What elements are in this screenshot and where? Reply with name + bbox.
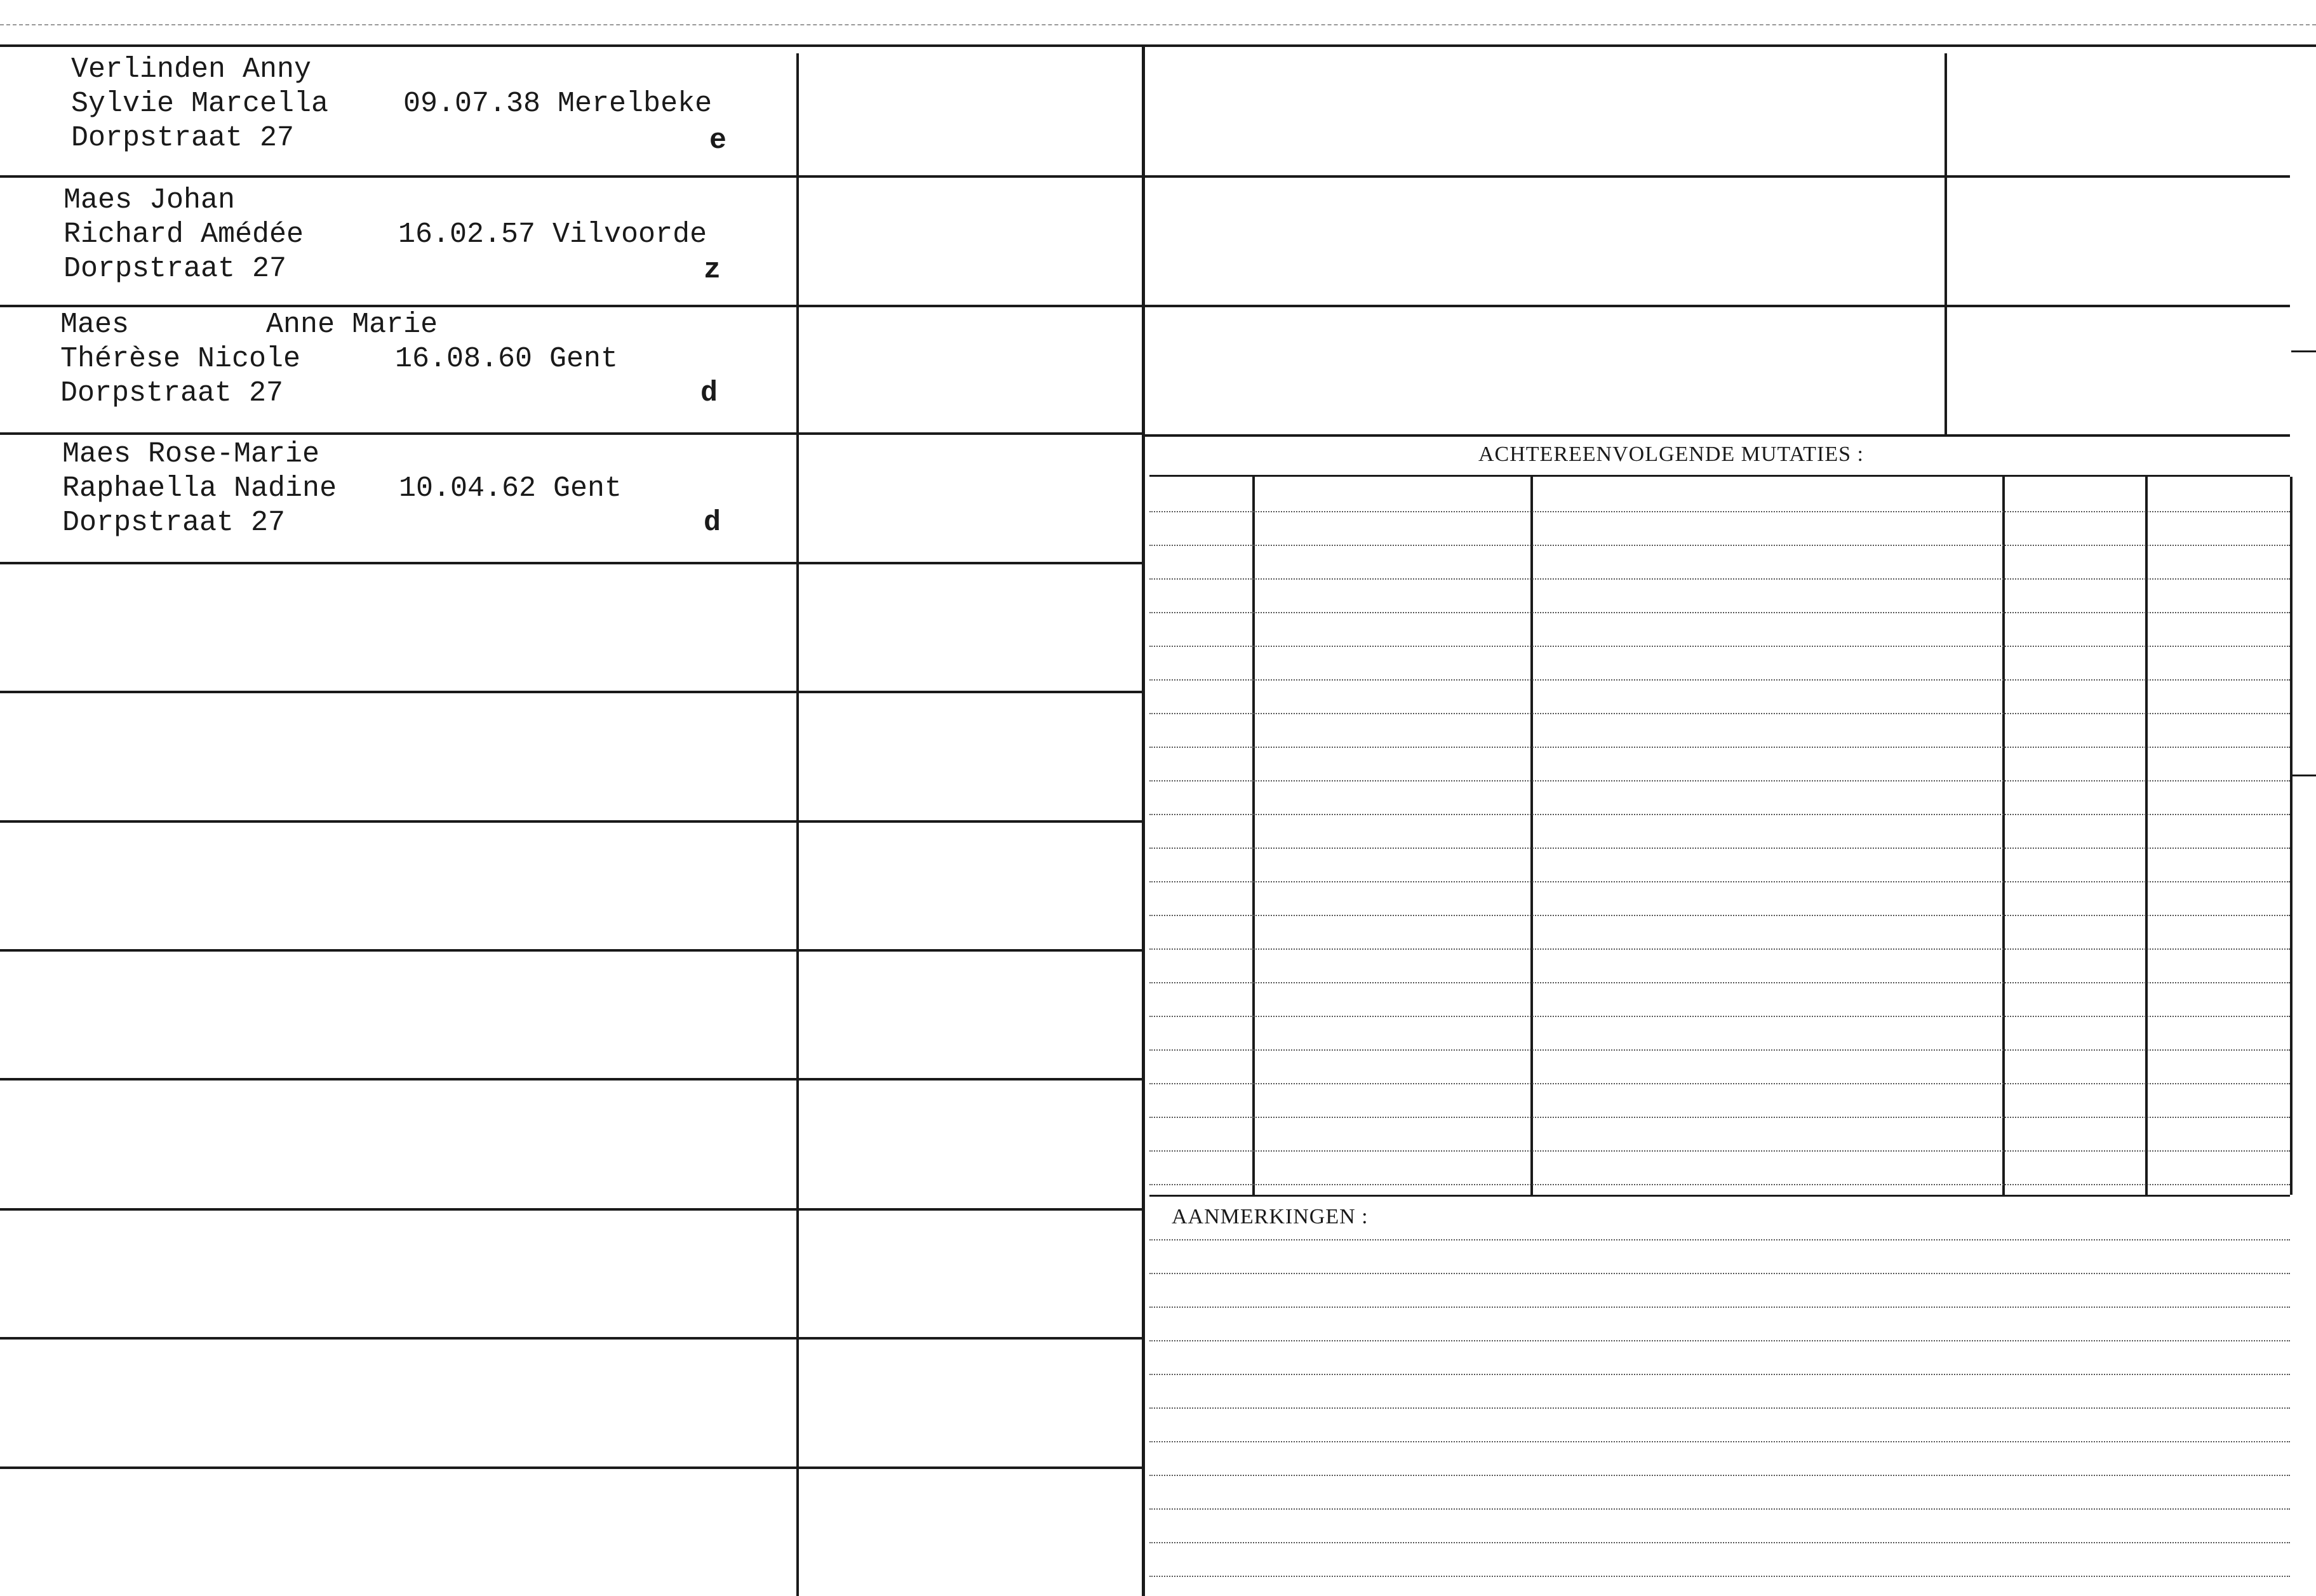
mutations-row-line <box>1149 713 2290 714</box>
mutations-column-rule <box>2290 477 2293 1195</box>
remarks-line <box>1149 1508 2290 1510</box>
remarks-line <box>1149 1407 2290 1409</box>
remarks-line <box>1149 1576 2290 1577</box>
person-address: Dorpstraat 27 <box>71 122 295 154</box>
person-address: Dorpstraat 27 <box>64 253 287 285</box>
upper-right-rule <box>1145 305 2290 307</box>
mutations-title: ACHTEREENVOLGENDE MUTATIES : <box>1478 442 1864 466</box>
remarks-line <box>1149 1307 2290 1308</box>
remarks-line <box>1149 1475 2290 1476</box>
row-rule <box>0 432 1142 435</box>
mutations-top-rule <box>1149 475 2290 477</box>
mutations-row-line <box>1149 881 2290 882</box>
row-rule <box>0 562 1142 564</box>
person-entry <box>0 53 796 175</box>
person-given-names: Raphaella Nadine <box>62 472 337 505</box>
mutations-row-line <box>1149 1083 2290 1084</box>
mutations-row-line <box>1149 848 2290 849</box>
person-birth: 09.07.38 Merelbeke <box>403 88 713 120</box>
row-rule <box>0 175 1142 178</box>
person-given-names: Sylvie Marcella <box>71 88 329 120</box>
row-rule <box>0 1208 1142 1211</box>
person-birth: 16.08.60 Gent <box>395 343 619 375</box>
mutations-row-line <box>1149 612 2290 613</box>
remarks-line <box>1149 1340 2290 1341</box>
row-rule <box>0 1337 1142 1340</box>
mutations-bottom-rule <box>1149 1195 2290 1197</box>
person-code: e <box>709 124 727 157</box>
mutations-row-line <box>1149 578 2290 580</box>
mutations-row-line <box>1149 545 2290 546</box>
person-name: Maes Anne Marie <box>60 309 438 341</box>
remarks-line <box>1149 1273 2290 1274</box>
mutations-row-line <box>1149 915 2290 916</box>
mutations-column-rule <box>1252 477 1255 1195</box>
upper-right-divider <box>1945 53 1947 434</box>
person-address: Dorpstraat 27 <box>60 377 284 409</box>
mutations-column-rule <box>2145 477 2148 1195</box>
remarks-title: AANMERKINGEN : <box>1172 1205 1369 1228</box>
person-name: Maes Rose-Marie <box>62 438 320 470</box>
torn-top-edge <box>0 24 2316 25</box>
person-entry <box>0 438 796 562</box>
mutations-row-line <box>1149 1049 2290 1051</box>
mutations-row-line <box>1149 814 2290 815</box>
mutations-row-line <box>1149 948 2290 950</box>
remarks-line <box>1149 1542 2290 1543</box>
edge-tick <box>2291 775 2316 776</box>
person-address: Dorpstraat 27 <box>62 507 286 539</box>
row-rule <box>0 1078 1142 1081</box>
mutations-row-line <box>1149 1184 2290 1185</box>
mutations-row-line <box>1149 1016 2290 1017</box>
row-rule <box>0 1466 1142 1469</box>
mutations-column-rule <box>2002 477 2005 1195</box>
left-column-divider <box>796 53 799 1596</box>
person-given-names: Richard Amédée <box>64 218 304 251</box>
remarks-line <box>1149 1441 2290 1442</box>
mutations-row-line <box>1149 511 2290 512</box>
mutations-row-line <box>1149 982 2290 983</box>
person-birth: 16.02.57 Vilvoorde <box>398 218 707 251</box>
person-entry <box>0 309 796 432</box>
person-code: d <box>704 507 721 539</box>
person-name: Maes Johan <box>64 184 236 216</box>
top-rule <box>0 44 2316 47</box>
row-rule <box>0 305 1142 307</box>
person-code: z <box>704 254 721 286</box>
mutations-column-rule <box>1530 477 1533 1195</box>
person-given-names: Thérèse Nicole <box>60 343 301 375</box>
mutations-row-line <box>1149 646 2290 647</box>
mutations-row-line <box>1149 679 2290 681</box>
edge-tick <box>2291 350 2316 352</box>
person-name: Verlinden Anny <box>71 53 312 86</box>
mutations-row-line <box>1149 1117 2290 1118</box>
row-rule <box>0 820 1142 823</box>
remarks-line <box>1149 1239 2290 1240</box>
upper-right-rule <box>1145 175 2290 178</box>
row-rule <box>0 949 1142 952</box>
row-rule <box>0 691 1142 693</box>
remarks-line <box>1149 1374 2290 1375</box>
mutations-row-line <box>1149 1150 2290 1152</box>
mutations-row-line <box>1149 780 2290 781</box>
mutations-row-line <box>1149 747 2290 748</box>
person-code: d <box>700 377 718 409</box>
upper-right-rule <box>1145 434 2290 437</box>
person-birth: 10.04.62 Gent <box>399 472 622 505</box>
person-entry <box>0 184 796 305</box>
middle-column-divider <box>1142 47 1145 1596</box>
